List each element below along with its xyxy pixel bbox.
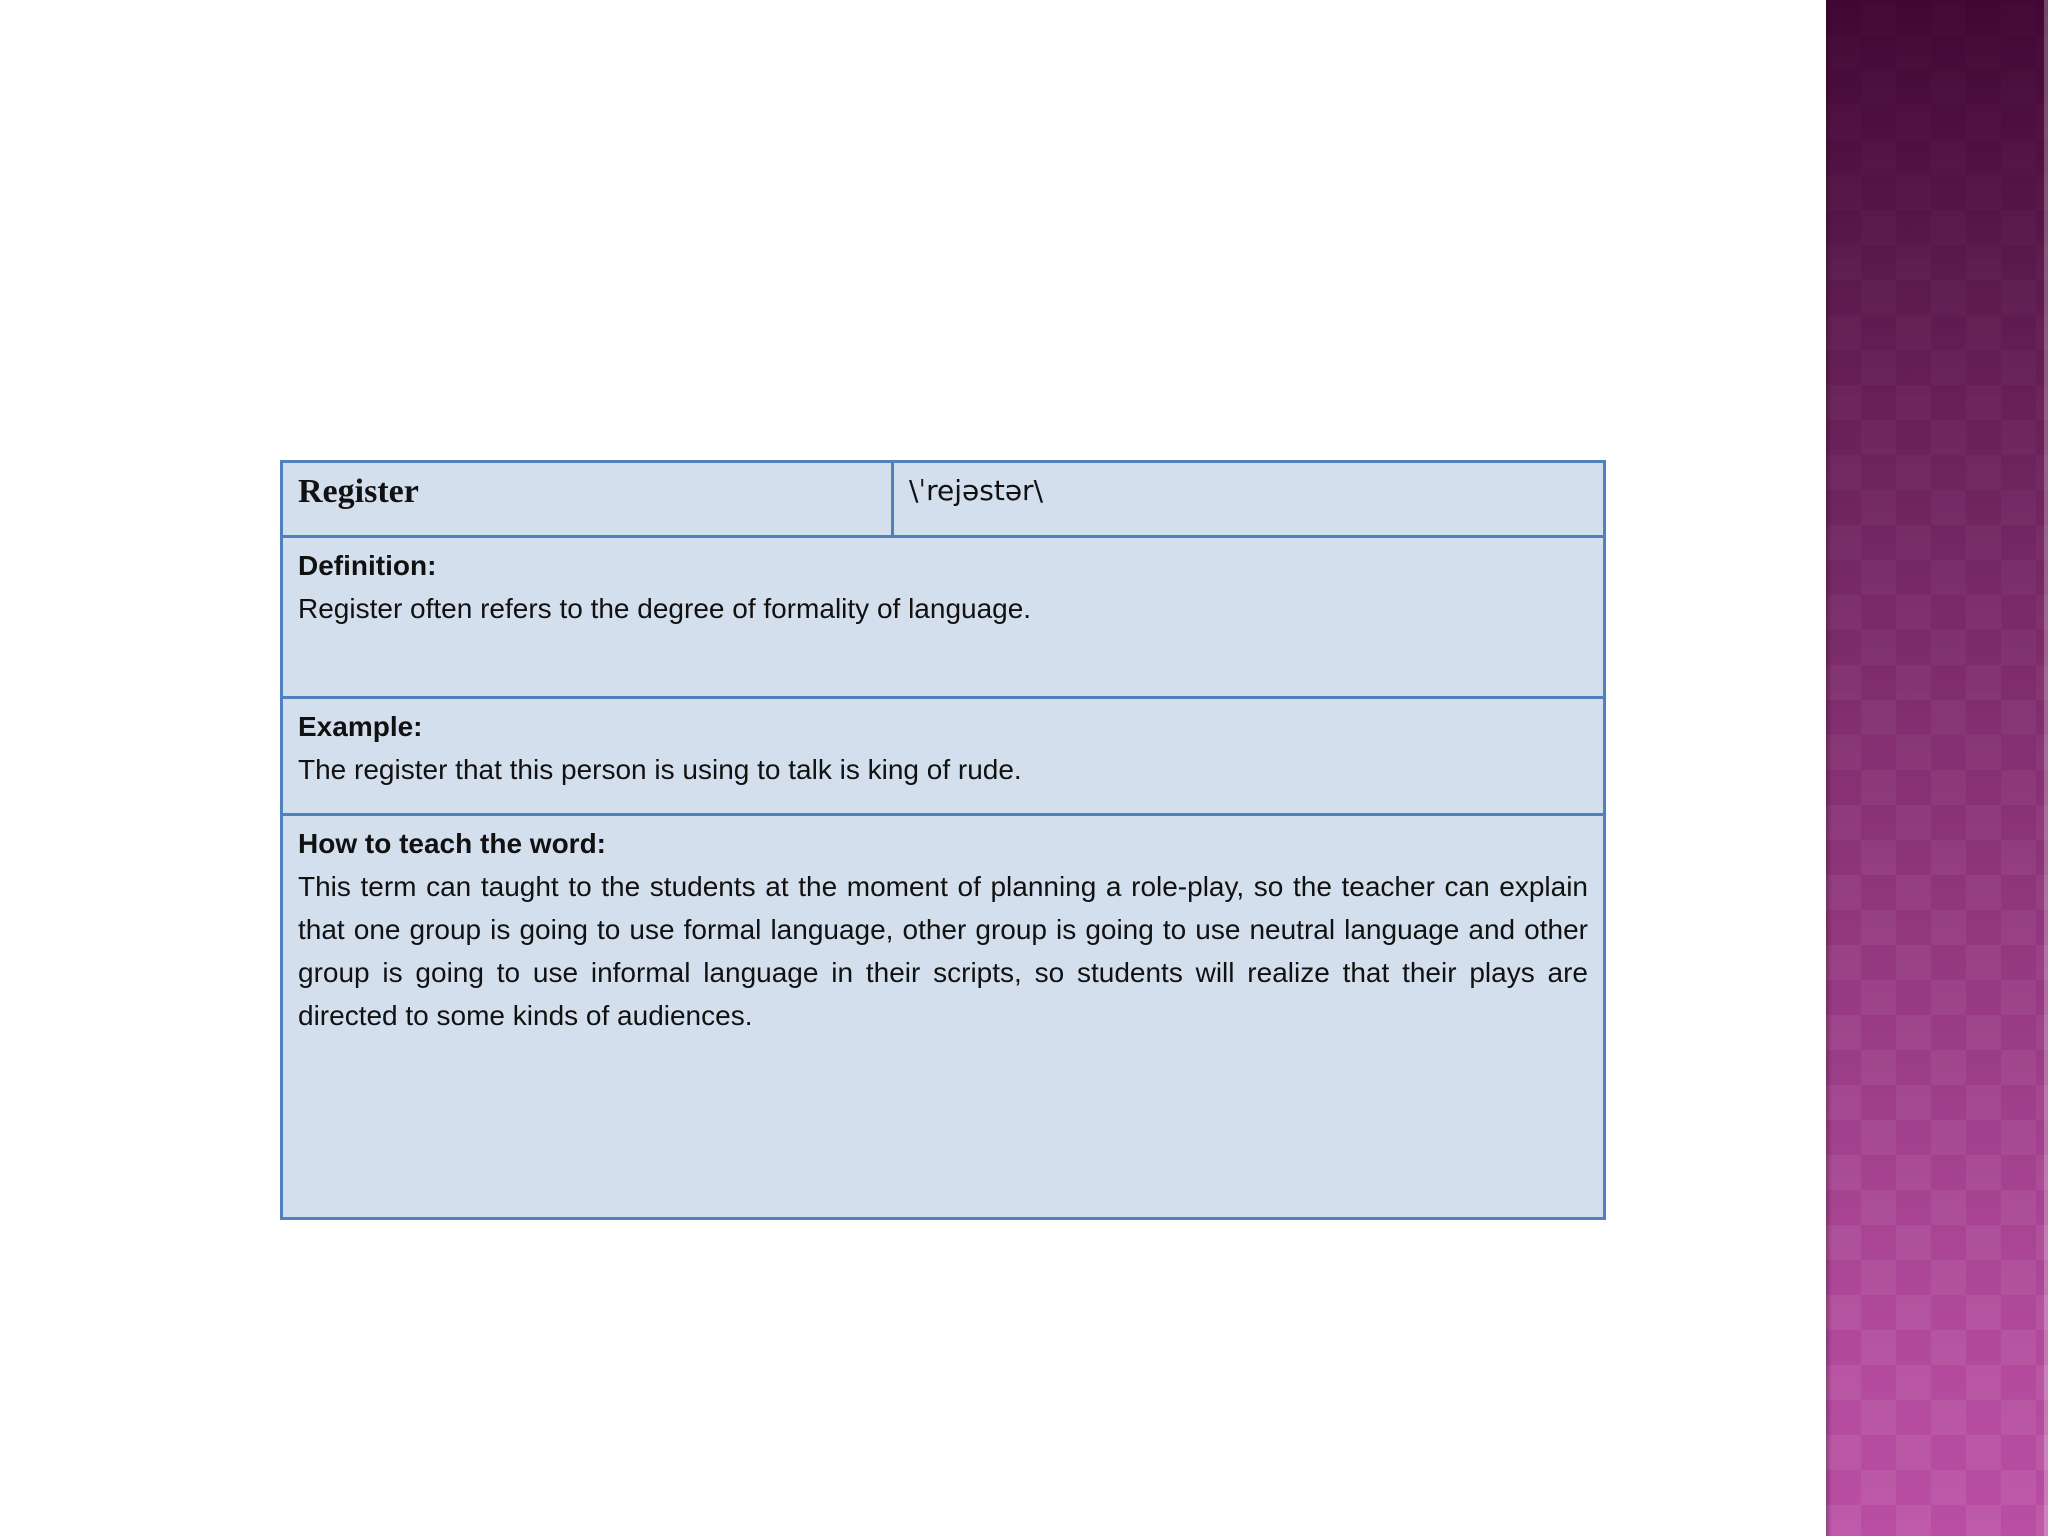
example-label: Example: — [298, 711, 423, 742]
example-row — [282, 698, 1605, 815]
example-cell — [282, 698, 1605, 815]
word-cell — [282, 462, 893, 537]
word-title: Register — [298, 473, 419, 510]
pronunciation-cell — [893, 462, 1605, 537]
diamond-pattern — [1826, 0, 2048, 1536]
teaching-row — [282, 815, 1605, 1219]
vocabulary-table — [280, 460, 1606, 1220]
definition-cell — [282, 537, 1605, 698]
band-left-edge — [1826, 0, 1832, 1536]
decorative-side-band — [1826, 0, 2048, 1536]
teaching-text: This term can taught to the students at the moment of planning a role-play, so the teacher can explain that one group is going to use formal language, other group is going to use neutral language and other group is going to use informal language in their scripts, so students will realize that their plays are directed to some kinds of audiences. — [298, 871, 1588, 1031]
definition-label: Definition: — [298, 550, 437, 581]
teaching-label: How to teach the word: — [298, 828, 606, 859]
teaching-cell — [282, 815, 1605, 1219]
example-text: The register that this person is using to talk is king of rude. — [298, 754, 1022, 785]
definition-text: Register often refers to the degree of formality of language. — [298, 593, 1032, 624]
pronunciation: \ˈrejəstər\ — [909, 474, 1043, 507]
band-right-edge — [2044, 0, 2048, 1536]
word-row — [282, 462, 1605, 537]
definition-row — [282, 537, 1605, 698]
